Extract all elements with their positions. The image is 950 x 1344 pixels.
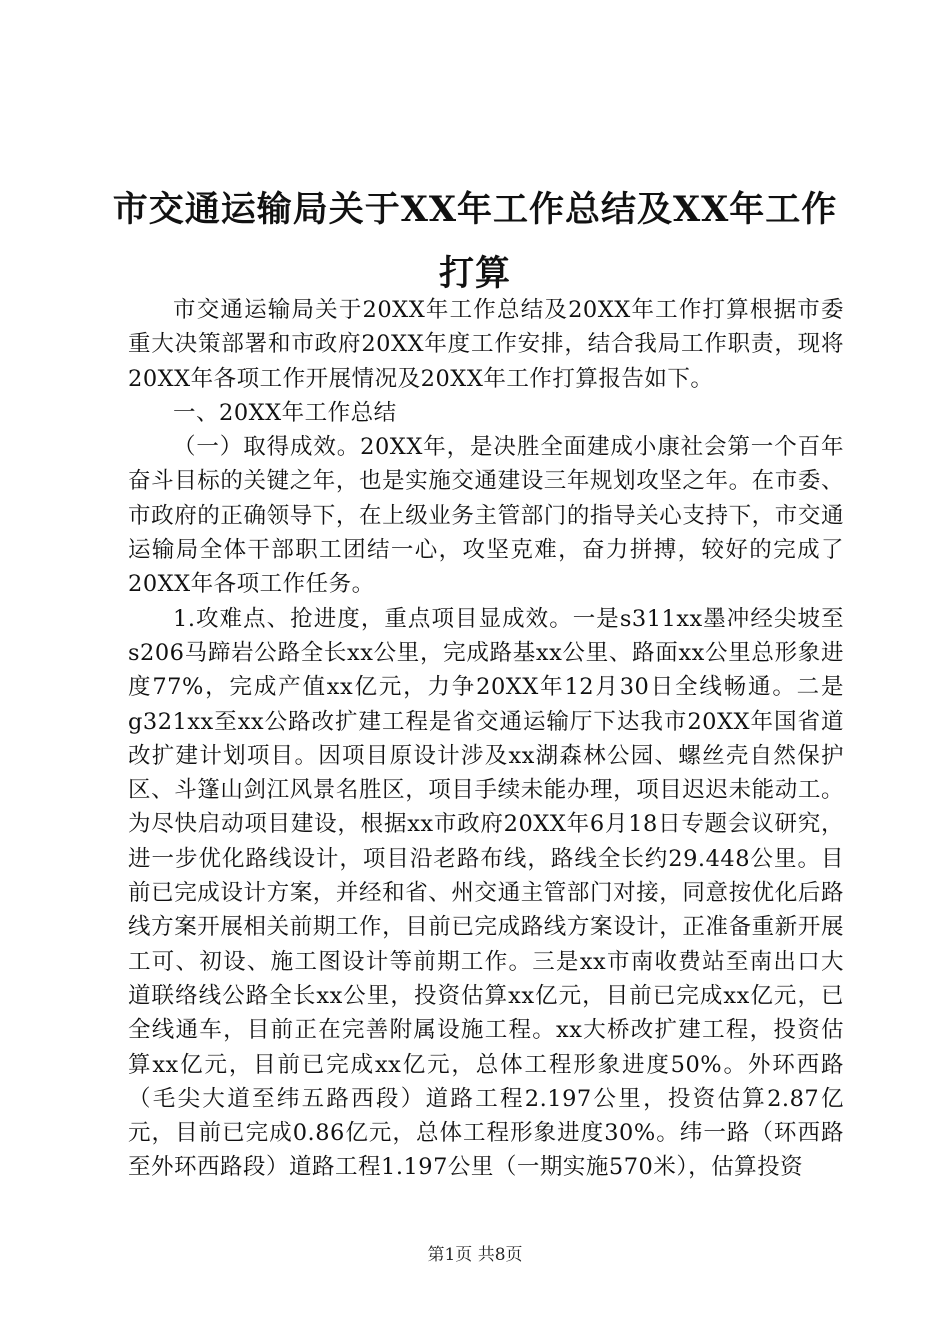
- page-footer: 第1页 共8页: [427, 1245, 523, 1265]
- achievements-paragraph: （一）取得成效。20XX年，是决胜全面建成小康社会第一个百年奋斗目标的关键之年，也是实施交通建设三年规划攻坚之年。在市委、市政府的正确领导下，在上级业务主管部门的指导关心支持下，市交通运输局全体干部职工团结一心，攻坚克难，奋力拼搏，较好的完成了20XX年各项工作任务。: [128, 434, 844, 598]
- intro-paragraph: 市交通运输局关于20XX年工作总结及20XX年工作打算根据市委重大决策部署和市政府20XX年度工作安排，结合我局工作职责，现将20XX年各项工作开展情况及20XX年工作打算报告如下。: [128, 297, 844, 392]
- document-body: [128, 293, 844, 1185]
- key-projects-paragraph: 1.攻难点、抢进度，重点项目显成效。一是s311xx墨冲经尖坡至s206马蹄岩公路全长xx公里，完成路基xx公里、路面xx公里总形象进度77%，完成产值xx亿元，力争20XX年12月30日全线畅通。二是g321xx至xx公路改扩建工程是省交通运输厅下达我市20XX年国省道改扩建计划项目。因项目原设计涉及xx湖森林公园、螺丝壳自然保护区、斗篷山剑江风景名胜区，项目手续未能办理，项目迟迟未能动工。为尽快启动项目建设，根据xx市政府20XX年6月18日专题会议研究，进一步优化路线设计，项目沿老路布线，路线全长约29.448公里。目前已完成设计方案，并经和省、州交通主管部门对接，同意按优化后路线方案开展相关前期工作，目前已完成路线方案设计，正准备重新开展工可、初设、施工图设计等前期工作。三是xx市南收费站至南出口大道联络线公路全长xx公里，投资估算xx亿元，目前已完成xx亿元，已全线通车，目前正在完善附属设施工程。xx大桥改扩建工程，投资估算xx亿元，目前已完成xx亿元，总体工程形象进度50%。外环西路（毛尖大道至纬五路西段）道路工程2.197公里，投资估算2.87亿元，目前已完成0.86亿元，总体工程形象进度30%。纬一路（环西路至外环西路段）道路工程1.197公里（一期实施570米），估算投资: [128, 605, 844, 1181]
- section-heading: 一、20XX年工作总结: [173, 399, 397, 426]
- document-title: 市交通运输局关于XX年工作总结及XX年工作打算: [112, 189, 838, 294]
